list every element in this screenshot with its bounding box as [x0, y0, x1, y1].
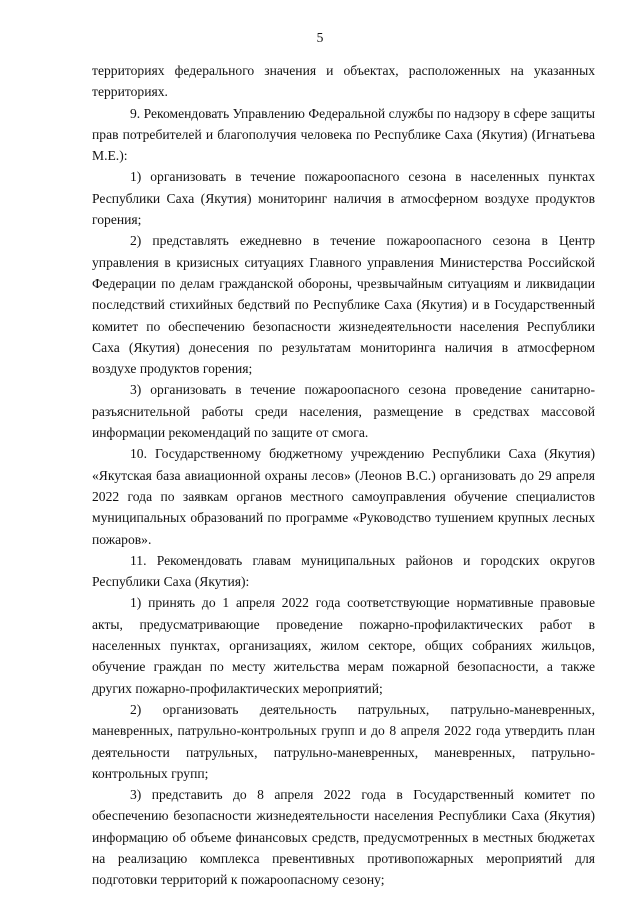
paragraph-item-9-2: 2) представлять ежедневно в течение пожароопасного сезона в Центр управления в кризисных ситуациях Главного управления Министерства Российской Федерации по делам гражданской обороны, чрезвычайным ситуациям и ликвидации последствий стихийных бедствий по Республике Саха (Якутия) и в Государственный комитет по обеспечению безопасности жизнедеятельности населения Республики Саха (Якутия) донесения по результатам мониторинга наличия в атмосферном воздухе продуктов горения;	[92, 233, 595, 377]
paragraph-item-9-3: 3) организовать в течение пожароопасного сезона проведение санитарно-разъяснительной работы среди населения, размещение в средствах массовой информации рекомендаций по защите от смога.	[92, 382, 595, 441]
paragraph-item-11: 11. Рекомендовать главам муниципальных районов и городских округов Республики Саха (Якутия):	[92, 552, 595, 590]
paragraph-item-11-1: 1) принять до 1 апреля 2022 года соответствующие нормативные правовые акты, предусматривающие проведение пожарно-профилактических работ в населенных пунктах, организациях, жилом секторе, общих собраниях жильцов, обучение граждан по месту жительства мерам пожарной безопасности, а также других пожарно-профилактических мероприятий;	[92, 595, 595, 696]
paragraph-item-10: 10. Государственному бюджетному учреждению Республики Саха (Якутия) «Якутская база авиационной охраны лесов» (Леонов В.С.) организовать до 29 апреля 2022 года по заявкам органов местного самоуправления обучение специалистов муниципальных образований по программе «Руководство тушением крупных лесных пожаров».	[92, 446, 595, 547]
paragraph-item-9: 9. Рекомендовать Управлению Федеральной службы по надзору в сфере защиты прав потребителей и благополучия человека по Республике Саха (Якутия) (Игнатьева М.Е.):	[92, 105, 595, 164]
paragraph-item-11-2: 2) организовать деятельность патрульных, патрульно-маневренных, маневренных, патрульно-контрольных групп и до 8 апреля 2022 года утвердить план деятельности патрульных, патрульно-маневренных, маневренных, патрульно-контрольных групп;	[92, 701, 595, 781]
paragraph-item-9-1: 1) организовать в течение пожароопасного сезона в населенных пунктах Республики Саха (Якутия) мониторинг наличия в атмосферном воздухе продуктов горения;	[92, 169, 595, 228]
paragraph-item-11-3: 3) представить до 8 апреля 2022 года в Государственный комитет по обеспечению безопасности жизнедеятельности населения Республики Саха (Якутия) информацию об объеме финансовых средств, предусмотренных в местных бюджетах на реализацию комплекса превентивных противопожарных мероприятий для подготовки территорий к пожароопасному сезону;	[92, 787, 595, 888]
page-number: 5	[316, 30, 324, 45]
paragraph-continuation: территориях федерального значения и объектах, расположенных на указанных территориях.	[92, 63, 595, 100]
document-body	[92, 60, 595, 891]
